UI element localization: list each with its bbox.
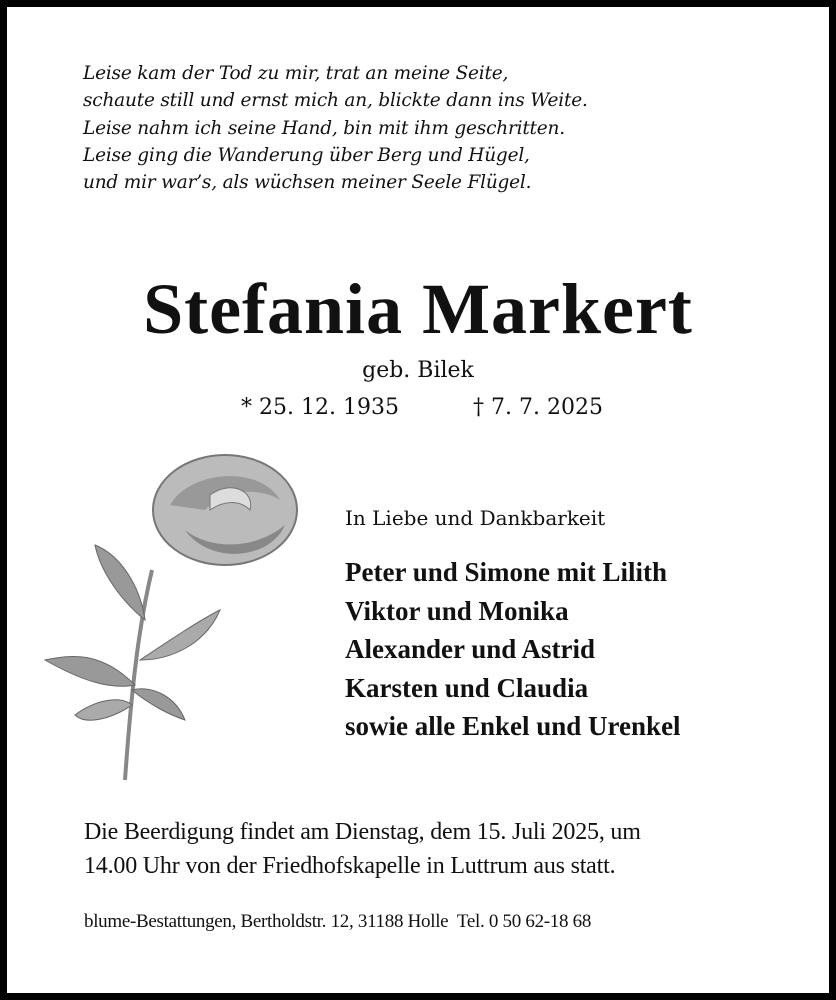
mourner: Alexander und Astrid — [345, 634, 596, 665]
death-date: † 7. 7. 2025 — [473, 395, 603, 420]
poem — [83, 60, 588, 196]
deceased-name: Stefania Markert — [143, 269, 693, 349]
mourners-intro: In Liebe und Dankbarkeit — [345, 506, 606, 530]
poem-line: und mir war’s, als wüchsen meiner Seele Flügel. — [83, 172, 532, 194]
mourners-list — [345, 553, 681, 746]
mourner: Viktor und Monika — [345, 595, 569, 626]
funeral-line: 14.00 Uhr von der Friedhofskapelle in Luttrum aus statt. — [84, 853, 616, 879]
maiden-name: geb. Bilek — [362, 358, 474, 383]
mourner: sowie alle Enkel und Urenkel — [345, 711, 681, 742]
rose-icon — [40, 450, 310, 790]
mourner: Karsten und Claudia — [345, 672, 589, 703]
poem-line: Leise nahm ich seine Hand, bin mit ihm geschritten. — [83, 117, 565, 139]
undertaker-info: blume-Bestattungen, Bertholdstr. 12, 31188 Holle Tel. 0 50 62-18 68 — [84, 911, 592, 932]
funeral-line: Die Beerdigung findet am Dienstag, dem 15. Juli 2025, um — [84, 819, 641, 845]
mourner: Peter und Simone mit Lilith — [345, 557, 668, 587]
birth-date: * 25. 12. 1935 — [241, 395, 399, 420]
funeral-notice — [84, 815, 641, 883]
poem-line: schaute still und ernst mich an, blickte dann ins Weite. — [83, 90, 588, 112]
poem-line: Leise kam der Tod zu mir, trat an meine Seite, — [83, 63, 509, 84]
poem-line: Leise ging die Wanderung über Berg und Hügel, — [83, 144, 530, 166]
